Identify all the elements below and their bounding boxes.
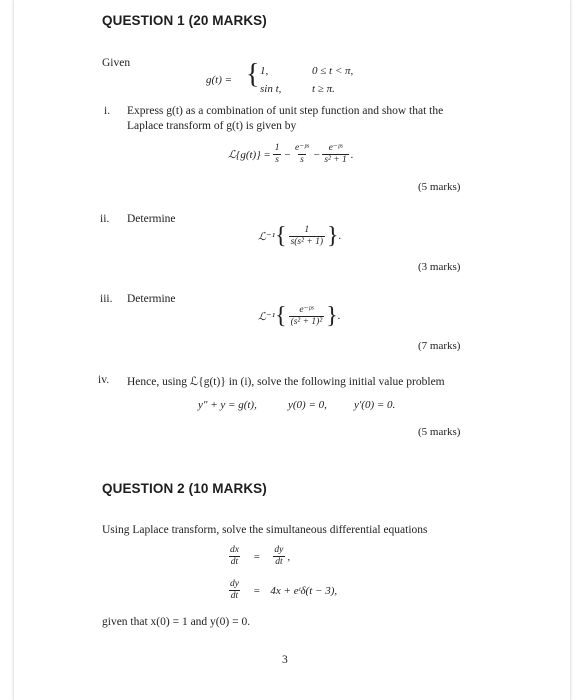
part-i-text-line1: Express g(t) as a combination of unit step function and show that the xyxy=(127,105,444,117)
inverse-laplace-ii: ℒ⁻¹ { $\frac{1}{\text{s(s² + 1)}}$ } . xyxy=(258,223,342,249)
part-iv-text: Hence, using ℒ{g(t)} in (i), solve the following initial value problem xyxy=(127,376,445,388)
initial-condition-2: y′(0) = 0. xyxy=(354,399,396,411)
part-iv-number: iv. xyxy=(98,374,110,386)
page-number: 3 xyxy=(282,654,288,666)
inverse-laplace-iii: ℒ⁻¹ { $\frac{\text{e⁻ᵖˢ}}{\text{(s² + 1)²}}$ } . xyxy=(258,303,341,329)
left-brace: { xyxy=(246,59,260,90)
part-iii-text: Determine xyxy=(127,293,176,305)
system-equation-1: $\frac{dx}{dt}$ = $\frac{dy}{dt}$ , xyxy=(230,545,291,567)
case-1-condition: 0 ≤ t < π, xyxy=(312,65,354,77)
part-iv-marks: (5 marks) xyxy=(418,426,461,438)
laplace-lhs: ℒ{g(t)} = xyxy=(228,149,271,161)
fraction-term-1: $\frac{1}{s}$ xyxy=(274,143,280,165)
case-2-condition: t ≥ π. xyxy=(312,83,335,95)
part-iii-marks: (7 marks) xyxy=(418,340,461,352)
ode-equation: y″ + y = g(t), xyxy=(198,399,257,411)
part-i-text-line2: Laplace transform of g(t) is given by xyxy=(127,120,297,132)
part-i-marks: (5 marks) xyxy=(418,181,461,193)
part-ii-number: ii. xyxy=(100,213,110,225)
given-label: Given xyxy=(102,57,131,69)
part-ii-text: Determine xyxy=(127,213,176,225)
question-1-heading: QUESTION 1 (20 MARKS) xyxy=(102,13,267,28)
part-i-number: i. xyxy=(104,105,111,117)
document-page xyxy=(14,0,570,700)
system-equation-2: $\frac{dy}{dt}$ = 4x + eᵗδ(t − 3), xyxy=(230,579,338,601)
fraction-term-3: $\frac{\text{e⁻ᵖˢ}}{\text{s² + 1}}$ xyxy=(324,143,347,165)
case-2-value: sin t, xyxy=(260,83,282,95)
question-2-intro: Using Laplace transform, solve the simultaneous differential equations xyxy=(102,524,428,536)
part-iii-number: iii. xyxy=(100,293,113,305)
fraction-ii: $\frac{1}{\text{s(s² + 1)}}$ xyxy=(290,224,324,247)
initial-condition-1: y(0) = 0, xyxy=(288,399,327,411)
g-lhs: g(t) = xyxy=(206,74,233,86)
question-2-heading: QUESTION 2 (10 MARKS) xyxy=(102,481,267,496)
fraction-iii: $\frac{\text{e⁻ᵖˢ}}{\text{(s² + 1)²}}$ xyxy=(290,304,323,327)
part-ii-marks: (3 marks) xyxy=(418,261,461,273)
fraction-term-2: $\frac{\text{e⁻ᵖˢ}}{s}$ xyxy=(294,143,309,165)
case-1-value: 1, xyxy=(260,65,269,77)
initial-conditions-q2: given that x(0) = 1 and y(0) = 0. xyxy=(102,616,251,628)
laplace-equation: ℒ{g(t)} = $\frac{1}{s}$ − $\frac{\text{e⁻ᵖˢ}}{s}$ − $\frac{\text{e⁻ᵖˢ}}{\text{s² + 1}}$ . xyxy=(228,143,354,165)
